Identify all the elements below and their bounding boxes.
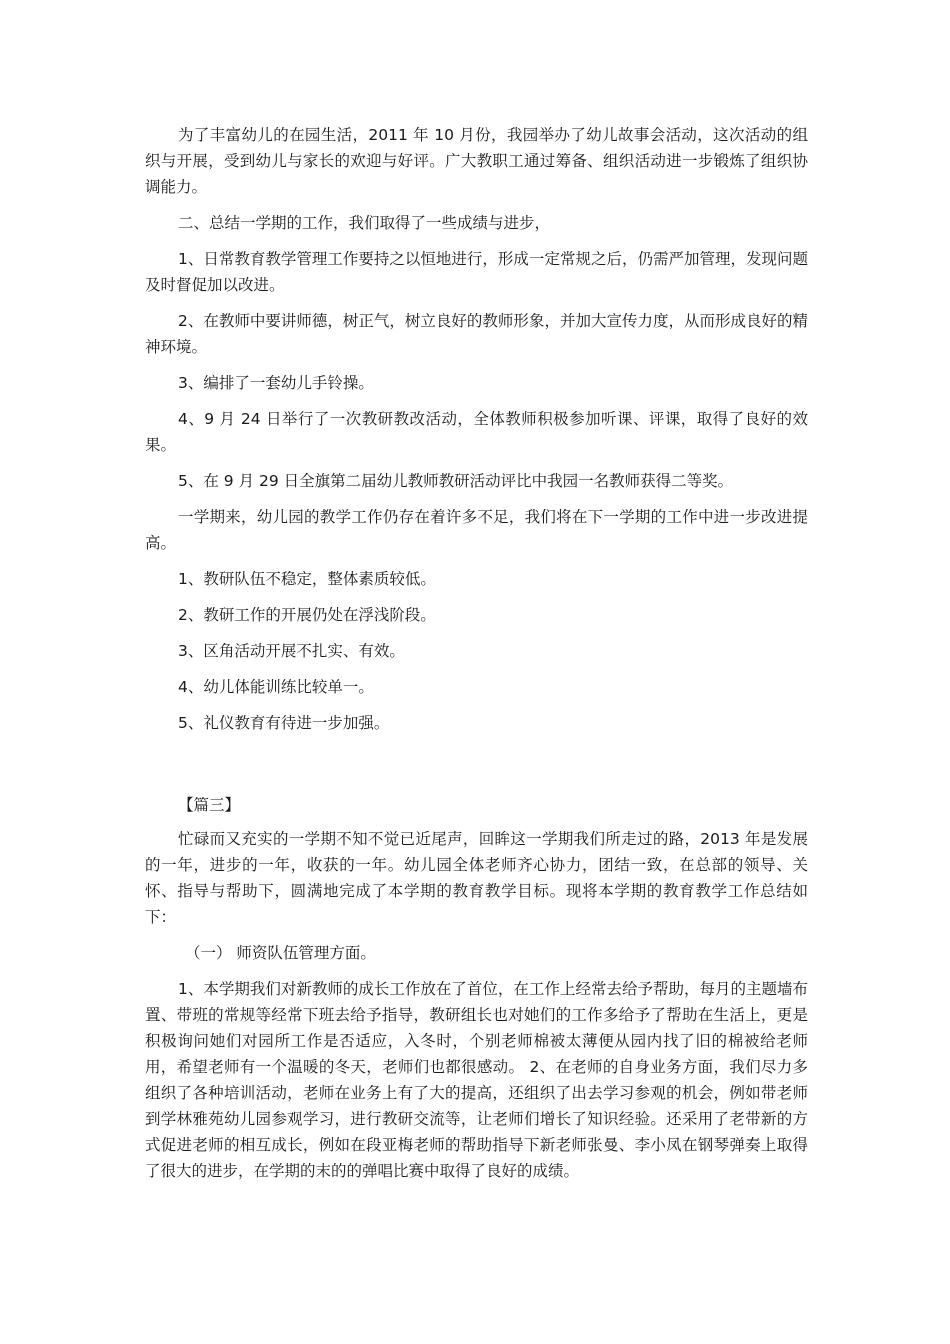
paragraph: 为了丰富幼儿的在园生活，2011 年 10 月份，我园举办了幼儿故事会活动，这次活动的组织与开展，受到幼儿与家长的欢迎与好评。广大教职工通过筹备、组织活动进一步锻炼了组织协调能力。	[145, 126, 808, 196]
section-heading: 【篇三】	[178, 796, 241, 814]
paragraph: 2、教研工作的开展仍处在浮浅阶段。	[178, 606, 436, 624]
paragraph: 忙碌而又充实的一学期不知不觉已近尾声，回眸这一学期我们所走过的路，2013 年是发展的一年，进步的一年，收获的一年。幼儿园全体老师齐心协力，团结一致，在总部的领导、关怀、指导与帮助下，圆满地完成了本学期的教育教学目标。现将本学期的教育教学工作总结如下：	[145, 830, 808, 926]
section-spacer	[145, 746, 808, 792]
paragraph: 1、本学期我们对新教师的成长工作放在了首位，在工作上经常去给予帮助，每月的主题墙布置、带班的常规等经常下班去给予指导，教研组长也对她们的工作多给予了帮助在生活上，更是积极询问她们对园所工作是否适应，入冬时，个别老师棉被太薄便从园内找了旧的棉被给老师用，希望老师有一个温暖的冬天，老师们也都很感动。 2、在老师的自身业务方面，我们尽力多组织了各种培训活动，老师在业务上有了大的提高，还组织了出去学习参观的机会，例如带老师到学林雅苑幼儿园参观学习，进行教研交流等，让老师们增长了知识经验。还采用了老带新的方式促进老师的相互成长，例如在段亚梅老师的帮助指导下新老师张曼、李小凤在钢琴弹奏上取得了很大的进步，在学期的末的的弹唱比赛中取得了良好的成绩。	[145, 980, 808, 1180]
paragraph: 3、编排了一套幼儿手铃操。	[178, 374, 374, 392]
paragraph: 1、教研队伍不稳定，整体素质较低。	[178, 570, 436, 588]
paragraph: 4、幼儿体能训练比较单一。	[178, 678, 374, 696]
paragraph: 2、在教师中要讲师德，树正气，树立良好的教师形象，并加大宣传力度，从而形成良好的精神环境。	[145, 312, 808, 356]
paragraph: 一学期来，幼儿园的教学工作仍存在着许多不足，我们将在下一学期的工作中进一步改进提高。	[145, 508, 808, 552]
paragraph: 1、日常教育教学管理工作要持之以恒地进行，形成一定常规之后，仍需严加管理，发现问题及时督促加以改进。	[145, 250, 808, 294]
document-page	[145, 122, 808, 1194]
paragraph: 5、礼仪教育有待进一步加强。	[178, 714, 390, 732]
paragraph: 3、区角活动开展不扎实、有效。	[178, 642, 405, 660]
paragraph: 4、9 月 24 日举行了一次教研教改活动，全体教师积极参加听课、评课，取得了良好的效果。	[145, 410, 808, 454]
paragraph: 二、总结一学期的工作，我们取得了一些成绩与进步，	[178, 214, 551, 232]
paragraph: 5、在 9 月 29 日全旗第二届幼儿教师教研活动评比中我园一名教师获得二等奖。	[178, 472, 734, 490]
subsection-title: （一） 师资队伍管理方面。	[185, 944, 376, 962]
